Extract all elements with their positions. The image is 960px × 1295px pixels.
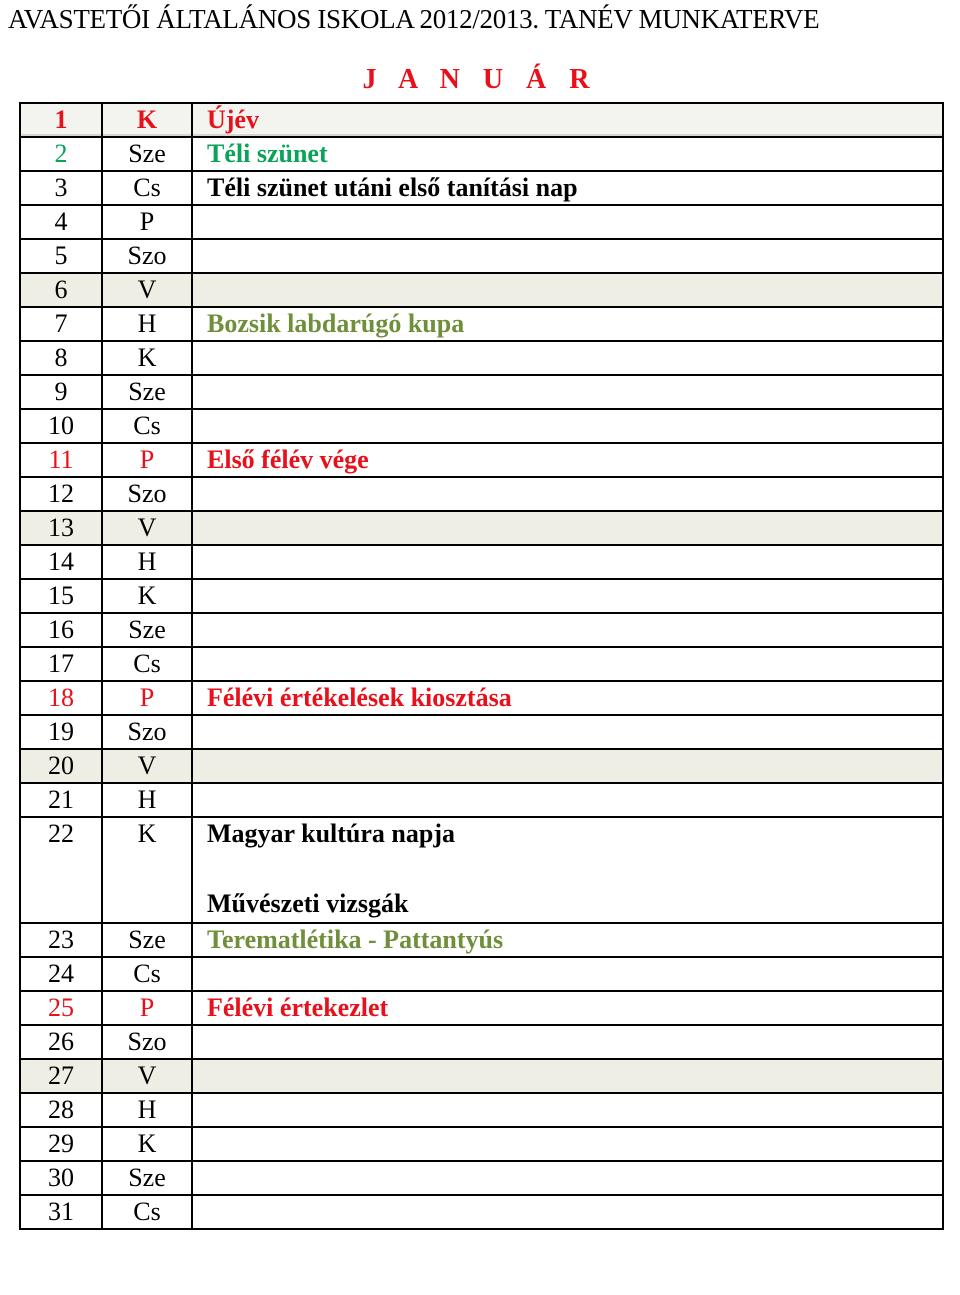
day-of-week: K xyxy=(102,1127,192,1161)
calendar-row xyxy=(20,409,943,443)
day-of-week: K xyxy=(102,341,192,375)
calendar-row xyxy=(20,1161,943,1195)
calendar-row xyxy=(20,749,943,783)
calendar-row xyxy=(20,341,943,375)
day-number: 7 xyxy=(20,307,102,341)
calendar-row xyxy=(20,957,943,991)
event-cell xyxy=(192,477,943,511)
day-number: 6 xyxy=(20,273,102,307)
event-cell xyxy=(192,923,943,957)
day-of-week: V xyxy=(102,749,192,783)
event-cell xyxy=(192,1025,943,1059)
calendar-row xyxy=(20,103,943,137)
day-of-week: Szo xyxy=(102,477,192,511)
day-number: 24 xyxy=(20,957,102,991)
day-of-week: Sze xyxy=(102,375,192,409)
day-number: 25 xyxy=(20,991,102,1025)
event-cell xyxy=(192,1127,943,1161)
day-number: 12 xyxy=(20,477,102,511)
event-cell xyxy=(192,239,943,273)
day-number: 26 xyxy=(20,1025,102,1059)
event-cell xyxy=(192,1059,943,1093)
event-cell xyxy=(192,443,943,477)
calendar-row xyxy=(20,171,943,205)
event-text: Bozsik labdarúgó kupa xyxy=(207,309,465,338)
day-number: 2 xyxy=(20,137,102,171)
document-header: AVASTETŐI ÁLTALÁNOS ISKOLA 2012/2013. TANÉV MUNKATERVE xyxy=(8,4,820,34)
day-number: 1 xyxy=(20,103,102,137)
day-of-week: H xyxy=(102,545,192,579)
day-number: 8 xyxy=(20,341,102,375)
day-number: 5 xyxy=(20,239,102,273)
day-number: 10 xyxy=(20,409,102,443)
event-cell xyxy=(192,681,943,715)
day-of-week: Sze xyxy=(102,137,192,171)
calendar-row xyxy=(20,477,943,511)
day-of-week: P xyxy=(102,443,192,477)
calendar-table xyxy=(19,102,944,1230)
event-cell xyxy=(192,205,943,239)
day-of-week: Szo xyxy=(102,715,192,749)
day-of-week: V xyxy=(102,511,192,545)
calendar-row xyxy=(20,545,943,579)
day-number: 27 xyxy=(20,1059,102,1093)
day-number: 19 xyxy=(20,715,102,749)
event-text: Újév xyxy=(207,105,259,134)
day-number: 4 xyxy=(20,205,102,239)
event-cell xyxy=(192,817,943,923)
calendar-row xyxy=(20,239,943,273)
calendar-row xyxy=(20,1093,943,1127)
day-number: 18 xyxy=(20,681,102,715)
day-of-week: Cs xyxy=(102,409,192,443)
calendar-row xyxy=(20,307,943,341)
event-cell xyxy=(192,991,943,1025)
calendar-row xyxy=(20,923,943,957)
day-of-week: P xyxy=(102,991,192,1025)
day-number: 16 xyxy=(20,613,102,647)
day-number: 20 xyxy=(20,749,102,783)
calendar-row xyxy=(20,991,943,1025)
month-title: J A N U Á R xyxy=(362,64,598,95)
day-number: 15 xyxy=(20,579,102,613)
event-cell xyxy=(192,409,943,443)
event-cell xyxy=(192,957,943,991)
day-of-week: V xyxy=(102,1059,192,1093)
calendar-row xyxy=(20,511,943,545)
day-of-week: K xyxy=(102,817,192,923)
calendar-row xyxy=(20,443,943,477)
event-text: Téli szünet xyxy=(207,139,328,168)
event-cell xyxy=(192,511,943,545)
event-text: Félévi értékelések kiosztása xyxy=(207,683,512,712)
calendar-row xyxy=(20,681,943,715)
event-cell xyxy=(192,545,943,579)
calendar-row xyxy=(20,783,943,817)
event-cell xyxy=(192,273,943,307)
event-cell xyxy=(192,1093,943,1127)
day-number: 3 xyxy=(20,171,102,205)
event-cell xyxy=(192,1195,943,1229)
event-text: Művészeti vizsgák xyxy=(207,889,409,918)
day-of-week: Cs xyxy=(102,171,192,205)
event-cell xyxy=(192,137,943,171)
day-of-week: Cs xyxy=(102,1195,192,1229)
day-number: 21 xyxy=(20,783,102,817)
calendar-row xyxy=(20,273,943,307)
calendar-row xyxy=(20,137,943,171)
calendar-row xyxy=(20,1059,943,1093)
day-of-week: Szo xyxy=(102,1025,192,1059)
day-of-week: K xyxy=(102,579,192,613)
event-cell xyxy=(192,103,943,137)
day-of-week: V xyxy=(102,273,192,307)
event-cell xyxy=(192,783,943,817)
calendar-row xyxy=(20,205,943,239)
event-text: Terematlétika - Pattantyús xyxy=(207,925,504,954)
event-text: Félévi értekezlet xyxy=(207,993,389,1022)
calendar-row xyxy=(20,1127,943,1161)
event-cell xyxy=(192,715,943,749)
day-of-week: H xyxy=(102,1093,192,1127)
day-of-week: Sze xyxy=(102,1161,192,1195)
day-of-week: P xyxy=(102,681,192,715)
calendar-row xyxy=(20,375,943,409)
calendar-row xyxy=(20,817,943,923)
event-cell xyxy=(192,375,943,409)
calendar-row xyxy=(20,1025,943,1059)
calendar-row xyxy=(20,1195,943,1229)
calendar-row xyxy=(20,647,943,681)
day-number: 22 xyxy=(20,817,102,923)
day-number: 11 xyxy=(20,443,102,477)
event-cell xyxy=(192,647,943,681)
day-number: 31 xyxy=(20,1195,102,1229)
day-number: 13 xyxy=(20,511,102,545)
event-cell xyxy=(192,579,943,613)
event-text: Első félév vége xyxy=(207,445,369,474)
day-of-week: Sze xyxy=(102,923,192,957)
calendar-row xyxy=(20,715,943,749)
day-of-week: P xyxy=(102,205,192,239)
day-number: 28 xyxy=(20,1093,102,1127)
day-number: 30 xyxy=(20,1161,102,1195)
day-of-week: Sze xyxy=(102,613,192,647)
event-cell xyxy=(192,307,943,341)
event-cell xyxy=(192,613,943,647)
day-number: 9 xyxy=(20,375,102,409)
event-text: Téli szünet utáni első tanítási nap xyxy=(207,173,578,202)
day-of-week: Cs xyxy=(102,957,192,991)
event-text: Magyar kultúra napja xyxy=(207,819,455,848)
day-of-week: K xyxy=(102,103,192,137)
day-of-week: Szo xyxy=(102,239,192,273)
day-number: 14 xyxy=(20,545,102,579)
day-number: 17 xyxy=(20,647,102,681)
event-spacer xyxy=(207,850,942,888)
day-number: 29 xyxy=(20,1127,102,1161)
calendar-row xyxy=(20,579,943,613)
calendar-row xyxy=(20,613,943,647)
event-cell xyxy=(192,1161,943,1195)
day-of-week: H xyxy=(102,783,192,817)
event-cell xyxy=(192,171,943,205)
day-of-week: Cs xyxy=(102,647,192,681)
event-cell xyxy=(192,341,943,375)
day-number: 23 xyxy=(20,923,102,957)
event-cell xyxy=(192,749,943,783)
day-of-week: H xyxy=(102,307,192,341)
